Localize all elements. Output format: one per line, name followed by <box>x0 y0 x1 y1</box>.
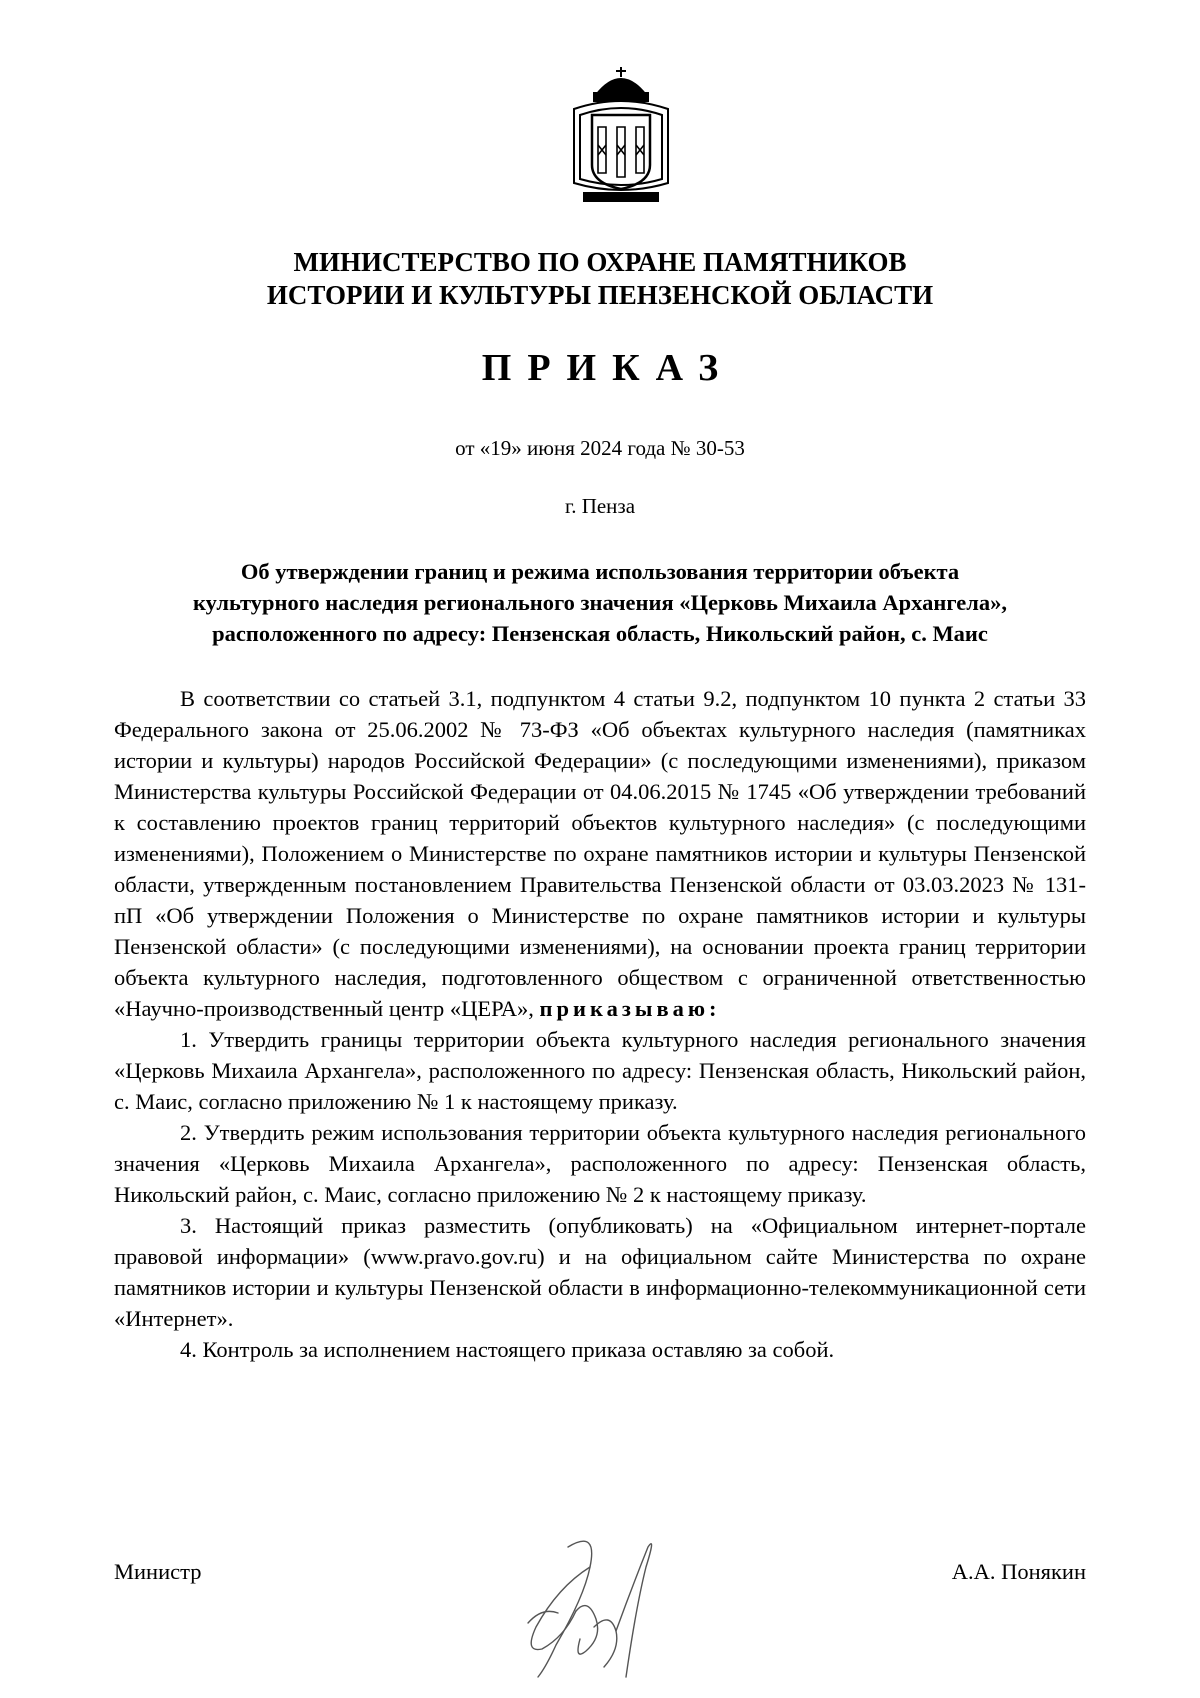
subject-line-1: Об утверждении границ и режима использования территории объекта <box>240 559 960 584</box>
document-subject <box>110 556 1090 649</box>
subject-line-2: культурного наследия регионального значения «Церковь Михаила Архангела», <box>192 590 1008 615</box>
preamble-text: В соответствии со статьей 3.1, подпунктом 4 статьи 9.2, подпунктом 10 пункта 2 статьи 33 Федерального закона от 25.06.2002 № 73-ФЗ «Об объектах культурного наследия (памятниках истории и культуры) народов Российской Федерации» (с последующими изменениями), приказом Министерства культуры Российской Федерации от 04.06.2015 № 1745 «Об утверждении требований к составлению проектов границ территорий объектов культурного наследия» (с последующими изменениями), Положением о Министерстве по охране памятников истории и культуры Пензенской области, утвержденным постановлением Правительства Пензенской области от 03.03.2023 № 131-пП «Об утверждении Положения о Министерстве по охране памятников истории и культуры Пензенской области» (с последующими изменениями), на основании проекта границ территории объекта культурного наследия, подготовленного обществом с ограниченной ответственностью «Научно-производственный центр «ЦЕРА», <box>114 686 1086 1021</box>
document-date-number: от «19» июня 2024 года № 30-53 <box>455 436 745 460</box>
order-item-3: 3. Настоящий приказ разместить (опубликовать) на «Официальном интернет-портале правовой информации» (www.pravo.gov.ru) и на официальном сайте Министерства по охране памятников истории и культуры Пензенской области в информационно-телекоммуникационной сети «Интернет». <box>114 1213 1086 1331</box>
organization-name-line-2: ИСТОРИИ И КУЛЬТУРЫ ПЕНЗЕНСКОЙ ОБЛАСТИ <box>266 280 934 310</box>
order-word: приказываю: <box>539 996 721 1021</box>
signer-position: Министр <box>114 1559 202 1584</box>
preamble-paragraph <box>114 683 1086 1024</box>
handwritten-signature <box>498 1527 668 1692</box>
document-city: г. Пенза <box>564 494 636 518</box>
organization-name <box>0 246 1200 312</box>
signer-name: А.А. Понякин <box>951 1559 1086 1584</box>
document-body <box>114 683 1086 1365</box>
order-item-4: 4. Контроль за исполнением настоящего приказа оставляю за собой. <box>180 1337 835 1362</box>
order-item-1: 1. Утвердить границы территории объекта культурного наследия регионального значения «Церковь Михаила Архангела», расположенного по адресу: Пензенская область, Никольский район, с. Маис, согласно приложению № 1 к настоящему приказу. <box>114 1027 1086 1114</box>
order-item-2: 2. Утвердить режим использования территории объекта культурного наследия регионального значения «Церковь Михаила Архангела», расположенного по адресу: Пензенская область, Никольский район, с. Маис, согласно приложению № 2 к настоящему приказу. <box>114 1120 1086 1207</box>
subject-line-3: расположенного по адресу: Пензенская область, Никольский район, с. Маис <box>212 621 988 646</box>
document-type-title: ПРИКАЗ <box>481 347 735 389</box>
organization-name-line-1: МИНИСТЕРСТВО ПО ОХРАНЕ ПАМЯТНИКОВ <box>293 247 907 277</box>
coat-of-arms-icon <box>566 65 676 205</box>
